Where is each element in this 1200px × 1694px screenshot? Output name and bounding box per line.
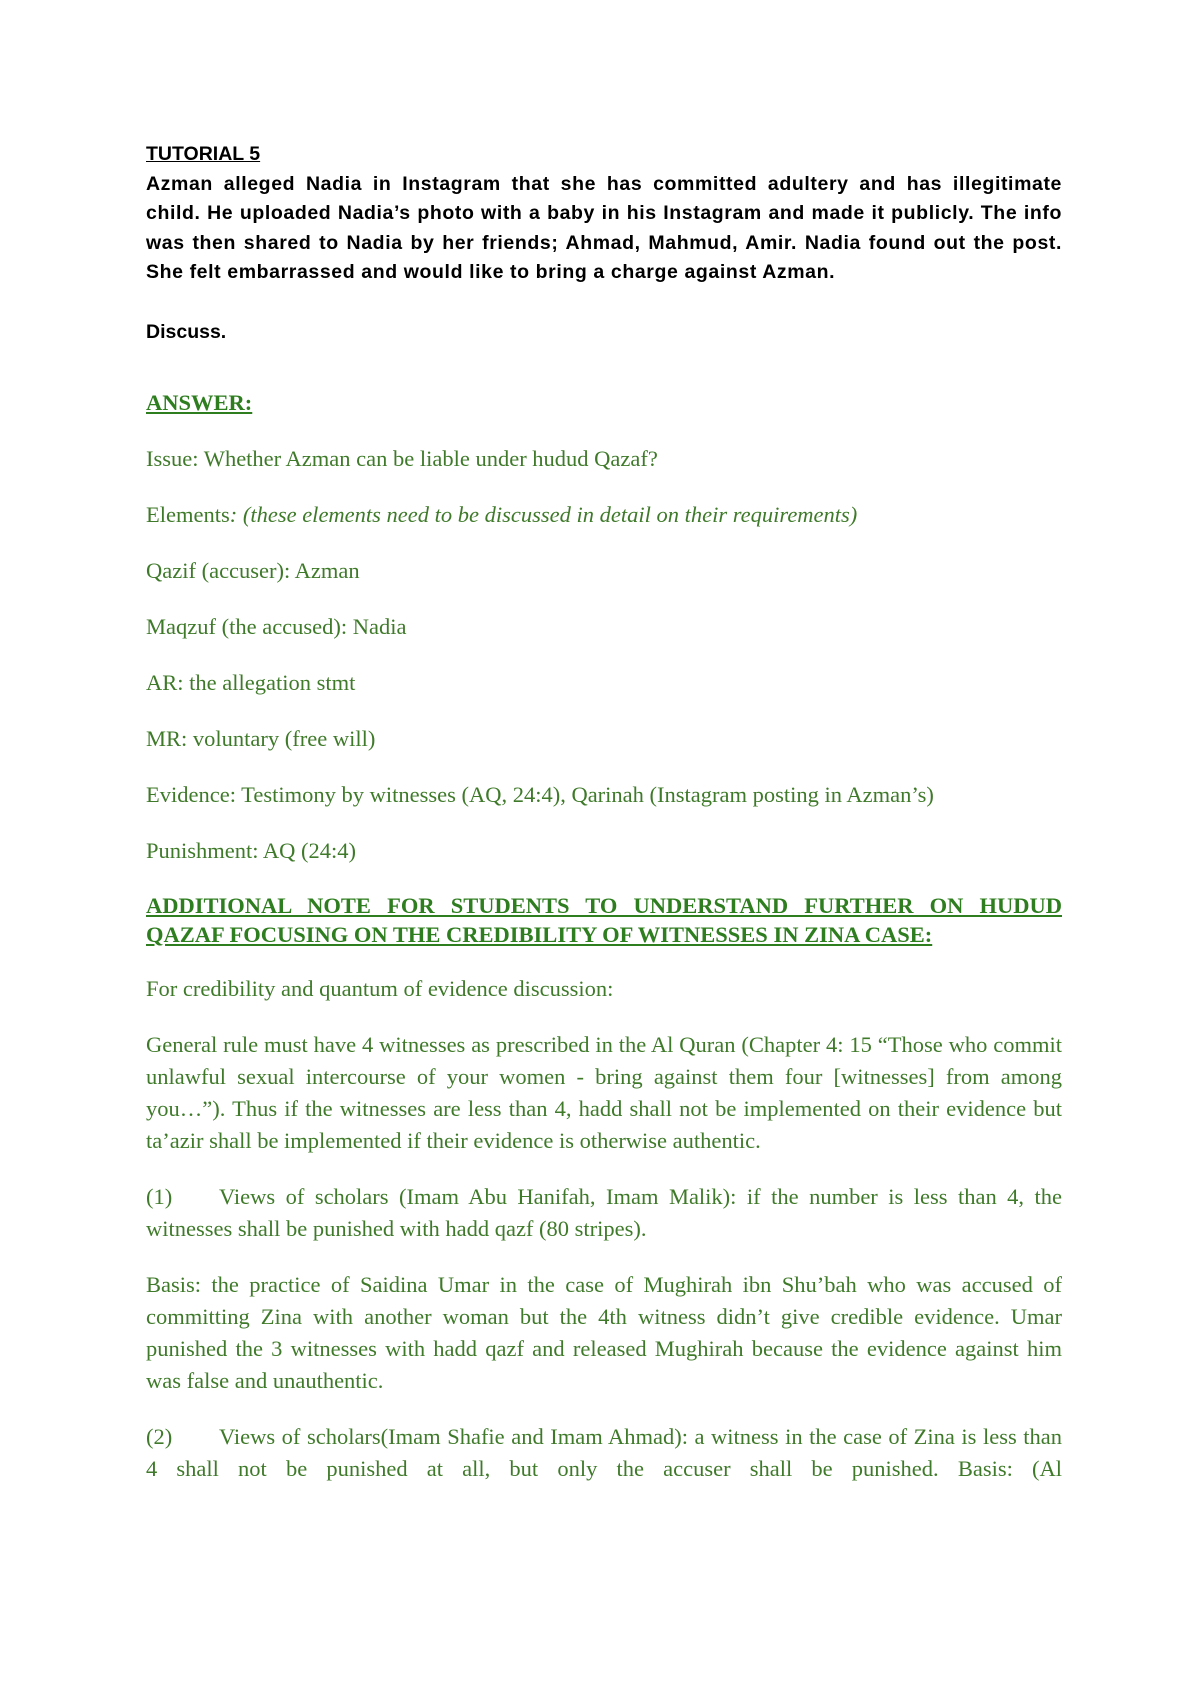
view-2-text: Views of scholars(Imam Shafie and Imam Ahmad): a witness in the case of Zina is less than 4 shall not be punished at all, but only the accuser shall be punished. Basis: (Al xyxy=(146,1424,1062,1481)
document-page xyxy=(146,140,1062,1485)
answer-issue: Issue: Whether Azman can be liable under hudud Qazaf? xyxy=(146,446,658,471)
answer-qazif: Qazif (accuser): Azman xyxy=(146,558,360,583)
note-view-2 xyxy=(146,1421,1062,1485)
note-basis-1: Basis: the practice of Saidina Umar in the case of Mughirah ibn Shu’bah who was accused of committing Zina with another woman but the 4th witness didn’t give credible evidence. Umar punished the 3 witnesses with hadd qazf and released Mughirah because the evidence against him was false and unauthentic. xyxy=(146,1272,1062,1393)
answer-punishment: Punishment: AQ (24:4) xyxy=(146,838,357,863)
note-general-rule: General rule must have 4 witnesses as prescribed in the Al Quran (Chapter 4: 15 “Those who commit unlawful sexual intercourse of your women - bring against them four [witnesses] from among you…”). Thus if the witnesses are less than 4, hadd shall not be implemented on their evidence but ta’azir shall be implemented if their evidence is otherwise authentic. xyxy=(146,1032,1062,1153)
tutorial-title: TUTORIAL 5 xyxy=(146,143,261,165)
view-1-number: (1) xyxy=(146,1184,173,1209)
answer-maqzuf: Maqzuf (the accused): Nadia xyxy=(146,614,407,639)
answer-mr: MR: voluntary (free will) xyxy=(146,726,376,751)
note-view-1 xyxy=(146,1181,1062,1245)
answer-elements xyxy=(146,499,1062,531)
tutorial-question: Azman alleged Nadia in Instagram that she has committed adultery and has illegitimate child. He uploaded Nadia’s photo with a baby in his Instagram and made it publicly. The info was then shared to Nadia by her friends; Ahmad, Mahmud, Amir. Nadia found out the post. She felt embarrassed and would like to bring a charge against Azman. xyxy=(146,172,1062,283)
elements-note: : (these elements need to be discussed in detail on their requirements) xyxy=(229,502,858,527)
view-2-number: (2) xyxy=(146,1424,173,1449)
tutorial-instruction: Discuss. xyxy=(146,320,227,343)
note-intro: For credibility and quantum of evidence discussion: xyxy=(146,976,614,1001)
answer-evidence: Evidence: Testimony by witnesses (AQ, 24:4), Qarinah (Instagram posting in Azman’s) xyxy=(146,782,934,807)
note-heading: ADDITIONAL NOTE FOR STUDENTS TO UNDERSTAND FURTHER ON HUDUD QAZAF FOCUSING ON THE CREDIBILITY OF WITNESSES IN ZINA CASE: xyxy=(146,893,1062,947)
answer-heading: ANSWER: xyxy=(146,390,253,415)
view-1-text: Views of scholars (Imam Abu Hanifah, Imam Malik): if the number is less than 4, the witnesses shall be punished with hadd qazf (80 stripes). xyxy=(146,1184,1062,1241)
elements-label: Elements xyxy=(146,502,230,527)
answer-ar: AR: the allegation stmt xyxy=(146,670,356,695)
